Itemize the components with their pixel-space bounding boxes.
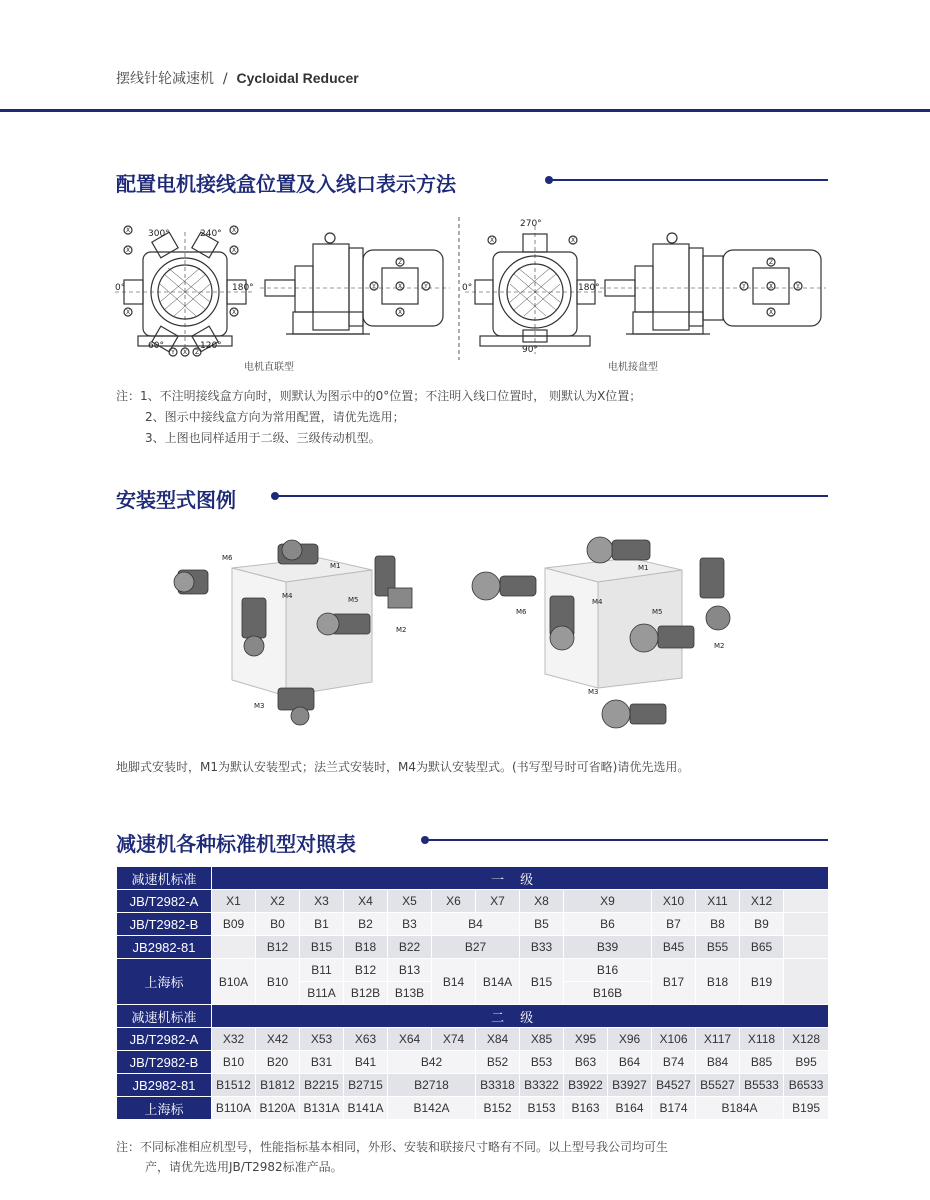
mounting-diagram bbox=[160, 528, 760, 738]
cell: X2 bbox=[256, 890, 300, 913]
cell: B110A bbox=[212, 1097, 256, 1120]
cell: B12 bbox=[256, 936, 300, 959]
cell: B5533 bbox=[740, 1074, 784, 1097]
row-label: JB/T2982-A bbox=[117, 890, 212, 913]
wiring-diagram bbox=[110, 212, 830, 372]
cell: B10A bbox=[212, 959, 256, 1005]
cell: B2 bbox=[344, 913, 388, 936]
cell: B55 bbox=[696, 936, 740, 959]
table-row bbox=[117, 890, 829, 913]
cell: X1 bbox=[212, 890, 256, 913]
angle-0-label-right: 0° bbox=[462, 283, 473, 293]
header-title-en: Cycloidal Reducer bbox=[236, 70, 359, 86]
svg-text:X: X bbox=[231, 227, 237, 234]
cell: B0 bbox=[256, 913, 300, 936]
cell: B42 bbox=[388, 1051, 476, 1074]
cell: B14A bbox=[476, 959, 520, 1005]
cell: B2718 bbox=[388, 1074, 476, 1097]
svg-text:X: X bbox=[768, 309, 774, 316]
cell: B7 bbox=[652, 913, 696, 936]
table-footnote bbox=[116, 1137, 816, 1177]
flange-motor-side-view bbox=[600, 233, 826, 334]
cell: B65 bbox=[740, 936, 784, 959]
foot-m4-label: M4 bbox=[282, 592, 293, 600]
section-title-mounting: 安装型式图例 bbox=[116, 488, 236, 512]
cell: B131A bbox=[300, 1097, 344, 1120]
table-row bbox=[117, 913, 829, 936]
cell: B17 bbox=[652, 959, 696, 1005]
table-row bbox=[117, 867, 829, 890]
table-row bbox=[117, 1051, 829, 1074]
cell: B14 bbox=[432, 959, 476, 1005]
cell: B2715 bbox=[344, 1074, 388, 1097]
model-comparison-table bbox=[116, 866, 829, 1120]
cell: X11 bbox=[696, 890, 740, 913]
table-row bbox=[117, 1097, 829, 1120]
angle-180-label-left: 180° bbox=[232, 283, 254, 293]
cell: X84 bbox=[476, 1028, 520, 1051]
cell: X53 bbox=[300, 1028, 344, 1051]
header-separator: / bbox=[222, 71, 228, 87]
cell: X32 bbox=[212, 1028, 256, 1051]
cell: B195 bbox=[784, 1097, 829, 1120]
cell: B15 bbox=[300, 936, 344, 959]
foot-m3-label: M3 bbox=[254, 702, 265, 710]
caption-direct-motor: 电机直联型 bbox=[244, 362, 294, 373]
cell: B20 bbox=[256, 1051, 300, 1074]
caption-flange-motor: 电机接盘型 bbox=[608, 362, 658, 373]
std-label-2: 减速机标准 bbox=[117, 1005, 212, 1028]
cell: B3922 bbox=[564, 1074, 608, 1097]
svg-text:Z: Z bbox=[397, 259, 403, 266]
foot-m2-label: M2 bbox=[396, 626, 407, 634]
angle-120-label: 120° bbox=[200, 341, 222, 351]
svg-text:Y: Y bbox=[742, 283, 746, 290]
cell: X95 bbox=[564, 1028, 608, 1051]
level-one-header: 一级 bbox=[212, 867, 829, 890]
cell: B31 bbox=[300, 1051, 344, 1074]
section-title-comparison: 减速机各种标准机型对照表 bbox=[116, 832, 356, 856]
cell: B84 bbox=[696, 1051, 740, 1074]
cell: B09 bbox=[212, 913, 256, 936]
row-label: 上海标 bbox=[117, 959, 212, 1005]
cell: B22 bbox=[388, 936, 432, 959]
cell: B12 bbox=[344, 959, 388, 982]
cell: B11A bbox=[300, 982, 344, 1005]
cell: B52 bbox=[476, 1051, 520, 1074]
cell: B16 bbox=[564, 959, 652, 982]
cell: X9 bbox=[564, 890, 652, 913]
cell: X74 bbox=[432, 1028, 476, 1051]
cell: X63 bbox=[344, 1028, 388, 1051]
flange-m4-label: M4 bbox=[592, 598, 603, 606]
cell: X42 bbox=[256, 1028, 300, 1051]
svg-text:X: X bbox=[397, 309, 403, 316]
cell: B3 bbox=[388, 913, 432, 936]
cell: B9 bbox=[740, 913, 784, 936]
foot-m5-label: M5 bbox=[348, 596, 359, 604]
flange-m3-label: M3 bbox=[588, 688, 599, 696]
cell: B53 bbox=[520, 1051, 564, 1074]
table-row bbox=[117, 1005, 829, 1028]
table-row bbox=[117, 1074, 829, 1097]
cell: B3318 bbox=[476, 1074, 520, 1097]
flange-m5-label: M5 bbox=[652, 608, 663, 616]
svg-text:X: X bbox=[125, 247, 131, 254]
row-label: JB/T2982-B bbox=[117, 913, 212, 936]
cell: B142A bbox=[388, 1097, 476, 1120]
cell: B1512 bbox=[212, 1074, 256, 1097]
angle-90-label: 90° bbox=[522, 345, 538, 355]
cell: B12B bbox=[344, 982, 388, 1005]
svg-text:X: X bbox=[231, 247, 237, 254]
empty-cell bbox=[784, 936, 829, 959]
section-rule-comparison bbox=[424, 839, 828, 841]
svg-text:X: X bbox=[768, 283, 774, 290]
cell: X96 bbox=[608, 1028, 652, 1051]
section-rule-mounting bbox=[274, 495, 828, 497]
empty-cell bbox=[784, 890, 829, 913]
cell: B141A bbox=[344, 1097, 388, 1120]
svg-text:X: X bbox=[231, 309, 237, 316]
cell: B10 bbox=[256, 959, 300, 1005]
wiring-note-3: 3、上图也同样适用于二级、三级传动机型。 bbox=[145, 431, 381, 445]
section-title-wiring: 配置电机接线盒位置及入线口表示方法 bbox=[116, 172, 456, 196]
cell: B1 bbox=[300, 913, 344, 936]
cell: B63 bbox=[564, 1051, 608, 1074]
cell: B39 bbox=[564, 936, 652, 959]
cell: B184A bbox=[696, 1097, 784, 1120]
cell: B8 bbox=[696, 913, 740, 936]
cell: B6 bbox=[564, 913, 652, 936]
svg-text:Z: Z bbox=[194, 349, 200, 356]
cell: B74 bbox=[652, 1051, 696, 1074]
wiring-note-1: 注：1、不注明接线盒方向时，则默认为图示中的0°位置；不注明入线口位置时， 则默认为X位置； bbox=[116, 389, 642, 403]
cell: B33 bbox=[520, 936, 564, 959]
cell: B41 bbox=[344, 1051, 388, 1074]
svg-text:X: X bbox=[489, 237, 495, 244]
svg-text:Z: Z bbox=[768, 259, 774, 266]
table-row bbox=[117, 936, 829, 959]
cell: B45 bbox=[652, 936, 696, 959]
angle-270-label: 270° bbox=[520, 219, 542, 229]
angle-0-label-left: 0° bbox=[115, 283, 126, 293]
cell: B64 bbox=[608, 1051, 652, 1074]
foot-m1-label: M1 bbox=[330, 562, 341, 570]
svg-text:Y: Y bbox=[796, 283, 800, 290]
mounting-note: 地脚式安装时，M1为默认安装型式；法兰式安装时，M4为默认安装型式。(书写型号时可省略)请优先选用。 bbox=[116, 760, 690, 774]
std-label-1: 减速机标准 bbox=[117, 867, 212, 890]
cell: B3322 bbox=[520, 1074, 564, 1097]
row-label: JB/T2982-B bbox=[117, 1051, 212, 1074]
foot-m6-label: M6 bbox=[222, 554, 233, 562]
cell: B4 bbox=[432, 913, 520, 936]
cell: B19 bbox=[740, 959, 784, 1005]
cell: B15 bbox=[520, 959, 564, 1005]
flange-m1-label: M1 bbox=[638, 564, 649, 572]
empty-cell bbox=[784, 913, 829, 936]
header-rule bbox=[0, 109, 930, 112]
empty-cell bbox=[784, 959, 829, 1005]
svg-text:X: X bbox=[570, 237, 576, 244]
cell: X118 bbox=[740, 1028, 784, 1051]
table-row bbox=[117, 1028, 829, 1051]
svg-text:X: X bbox=[182, 349, 188, 356]
cell: B95 bbox=[784, 1051, 829, 1074]
cell: X106 bbox=[652, 1028, 696, 1051]
cell: B13B bbox=[388, 982, 432, 1005]
svg-text:X: X bbox=[125, 227, 131, 234]
header-title bbox=[116, 68, 359, 88]
header-title-cn: 摆线针轮减速机 bbox=[116, 71, 214, 87]
cell: B152 bbox=[476, 1097, 520, 1120]
wiring-notes bbox=[116, 386, 641, 449]
cell: X5 bbox=[388, 890, 432, 913]
angle-60-label: 60° bbox=[148, 341, 164, 351]
svg-text:X: X bbox=[397, 283, 403, 290]
svg-text:X: X bbox=[125, 309, 131, 316]
cell: X64 bbox=[388, 1028, 432, 1051]
cell: B6533 bbox=[784, 1074, 829, 1097]
footnote-line-1: 注：不同标准相应机型号，性能指标基本相同，外形、安装和联接尺寸略有不同。以上型号我公司均可生 bbox=[116, 1140, 669, 1154]
cell: B5527 bbox=[696, 1074, 740, 1097]
cell: B27 bbox=[432, 936, 520, 959]
level-two-header: 二级 bbox=[212, 1005, 829, 1028]
cell: X7 bbox=[476, 890, 520, 913]
cell: B2215 bbox=[300, 1074, 344, 1097]
row-label: 上海标 bbox=[117, 1097, 212, 1120]
cell: X8 bbox=[520, 890, 564, 913]
row-label: JB2982-81 bbox=[117, 936, 212, 959]
flange-m2-label: M2 bbox=[714, 642, 725, 650]
direct-motor-side-view bbox=[260, 233, 450, 334]
row-label: JB/T2982-A bbox=[117, 1028, 212, 1051]
cell: B153 bbox=[520, 1097, 564, 1120]
svg-text:Y: Y bbox=[424, 283, 428, 290]
cell: B16B bbox=[564, 982, 652, 1005]
svg-text:Y: Y bbox=[171, 349, 175, 356]
cell: B13 bbox=[388, 959, 432, 982]
cell: B164 bbox=[608, 1097, 652, 1120]
angle-240-label: 240° bbox=[200, 229, 222, 239]
cell: B5 bbox=[520, 913, 564, 936]
cell: B163 bbox=[564, 1097, 608, 1120]
cell: X117 bbox=[696, 1028, 740, 1051]
cell: X3 bbox=[300, 890, 344, 913]
page-header bbox=[0, 0, 930, 115]
cell: X85 bbox=[520, 1028, 564, 1051]
svg-text:Y: Y bbox=[372, 283, 376, 290]
flange-m6-label: M6 bbox=[516, 608, 527, 616]
cell: X128 bbox=[784, 1028, 829, 1051]
cell: B120A bbox=[256, 1097, 300, 1120]
cell: B18 bbox=[696, 959, 740, 1005]
cell: X4 bbox=[344, 890, 388, 913]
cell: X10 bbox=[652, 890, 696, 913]
cell: B85 bbox=[740, 1051, 784, 1074]
cell: X12 bbox=[740, 890, 784, 913]
table-row bbox=[117, 959, 829, 982]
section-rule-wiring bbox=[548, 179, 828, 181]
wiring-note-2: 2、图示中接线盒方向为常用配置，请优先选用； bbox=[145, 410, 405, 424]
cell: B18 bbox=[344, 936, 388, 959]
cell: B174 bbox=[652, 1097, 696, 1120]
cell: X6 bbox=[432, 890, 476, 913]
empty-cell bbox=[212, 936, 256, 959]
cell: B3927 bbox=[608, 1074, 652, 1097]
row-label: JB2982-81 bbox=[117, 1074, 212, 1097]
footnote-line-2: 产，请优先选用JB/T2982标准产品。 bbox=[145, 1160, 343, 1174]
cell: B11 bbox=[300, 959, 344, 982]
cell: B10 bbox=[212, 1051, 256, 1074]
cell: B1812 bbox=[256, 1074, 300, 1097]
angle-300-label: 300° bbox=[148, 229, 170, 239]
cell: B4527 bbox=[652, 1074, 696, 1097]
angle-180-label-right: 180° bbox=[578, 283, 600, 293]
